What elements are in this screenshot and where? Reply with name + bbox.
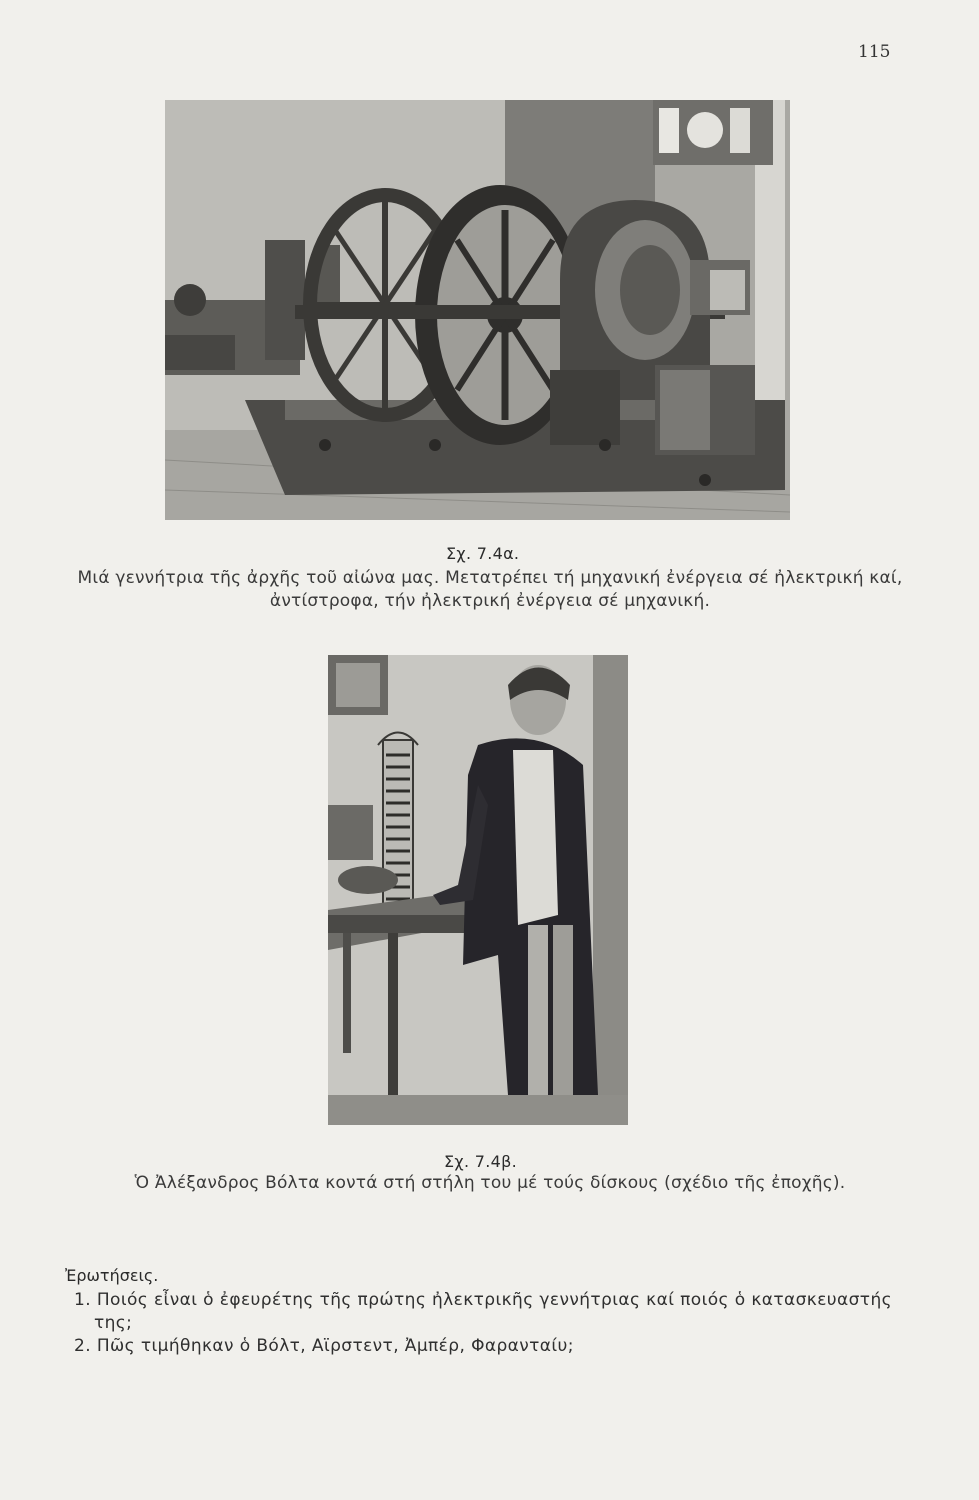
question-2-text: Πῶς τιμήθηκαν ὁ Βόλτ, Αϊρστεντ, Ἀμπέρ, Φαρανταίυ; (96, 1336, 574, 1356)
figure-a-label: Σχ. 7.4α. (446, 544, 520, 563)
question-2-number: 2. (74, 1336, 92, 1356)
figure-b-label: Σχ. 7.4β. (444, 1152, 517, 1171)
volta-illustration (328, 655, 628, 1125)
figure-b-caption: Ὁ Ἀλέξανδρος Βόλτα κοντά στή στήλη του μέ τούς δίσκους (σχέδιο τῆς ἐποχῆς). (134, 1173, 846, 1193)
question-1-number: 1. (74, 1290, 92, 1310)
generator-photo (165, 100, 790, 520)
figure-a-caption-line2: ἀντίστροφα, τήν ἠλεκτρική ἐνέργεια σέ μηχανική. (269, 591, 711, 611)
question-1-text: Ποιός εἶναι ὁ ἐφευρέτης τῆς πρώτης ἠλεκτρικῆς γεννήτριας καί ποιός ὁ κατασκευαστής (96, 1290, 892, 1310)
question-1-continuation: της; (94, 1313, 133, 1333)
generator-illustration (165, 100, 790, 520)
volta-photo (328, 655, 628, 1125)
question-1 (74, 1290, 892, 1310)
page-number: 115 (858, 42, 891, 62)
figure-a-caption-line1: Μιά γεννήτρια τῆς ἀρχῆς τοῦ αἰώνα μας. Μετατρέπει τή μηχανική ἐνέργεια σέ ἠλεκτρική καί, (77, 568, 903, 588)
questions-heading: Ἐρωτήσεις. (65, 1266, 159, 1285)
question-2 (74, 1336, 574, 1356)
